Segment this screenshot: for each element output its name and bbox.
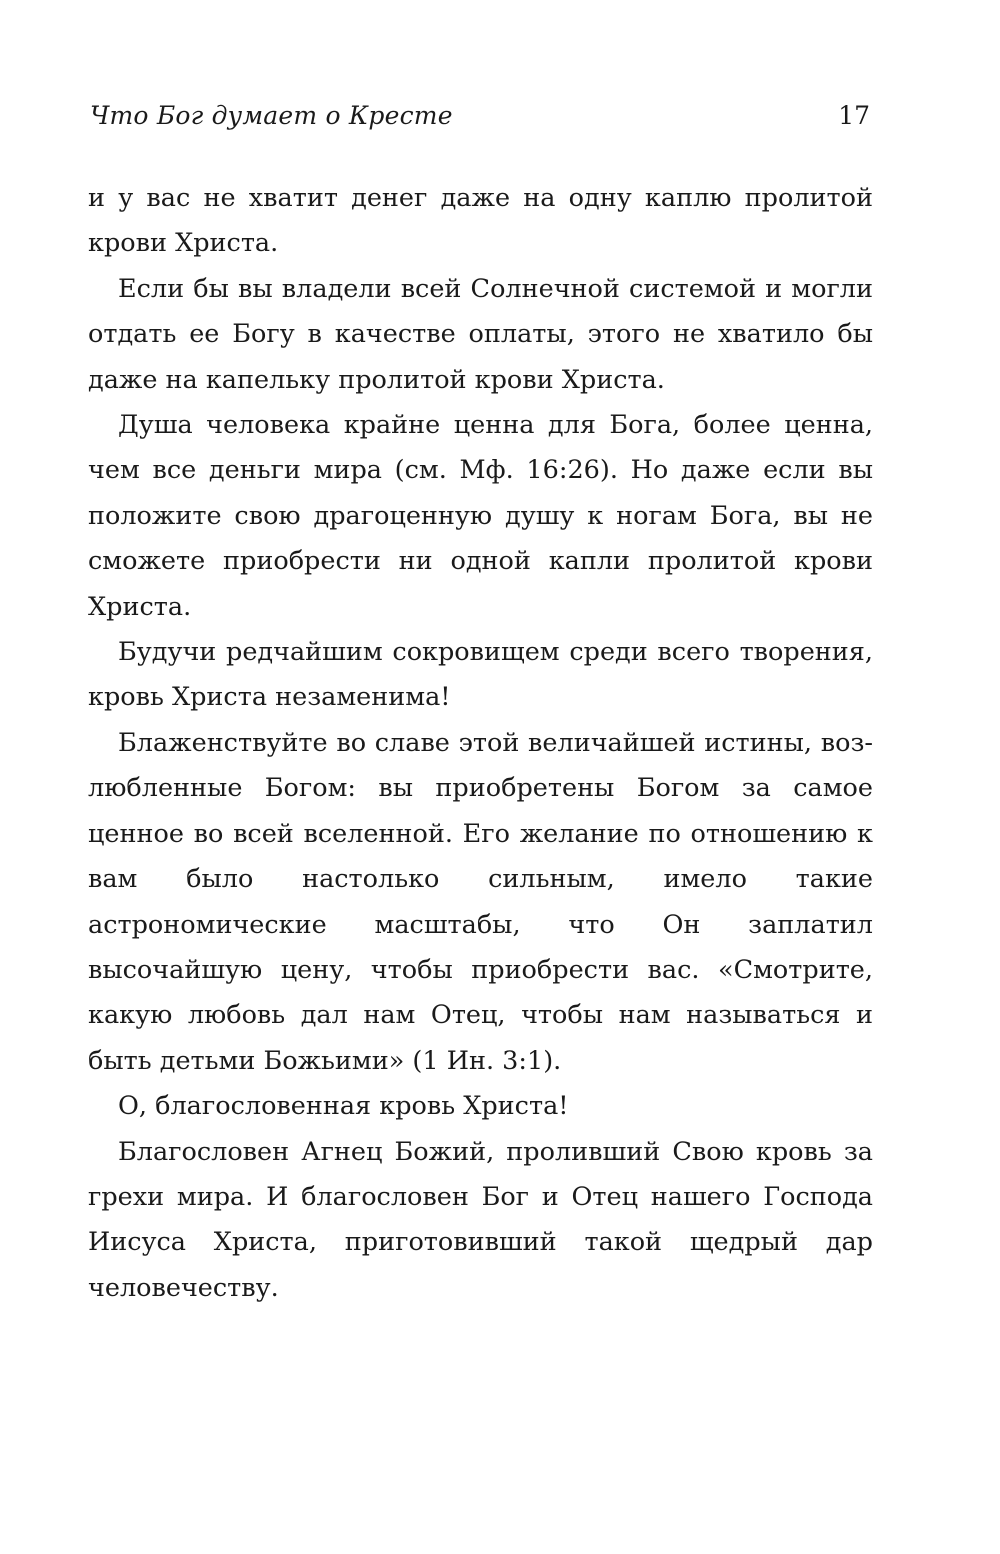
paragraph-continued: и у вас не хватит денег даже на одну каплю пролитой крови Христа. (88, 183, 873, 259)
paragraph: О, благословенная кровь Христа! (118, 1091, 569, 1122)
paragraph: Благословен Агнец Божий, проливший Свою кровь за грехи мира. И благословен Бог и Отец нашего Господа Иисуса Христа, приготовивший такой щедрый дар человечеству. (88, 1136, 873, 1303)
body-text (88, 176, 873, 1311)
paragraph: Будучи редчайшим сокровищем среди всего творения, кровь Христа незаменима! (88, 637, 873, 713)
paragraph: Блаженствуйте во славе этой величайшей истины, возлюбленные Богом: вы приобретены Богом за самое ценное во всей вселенной. Его желание по отношению к вам было настолько сильным, имело такие астрономические масштабы, что Он заплатил высочайшую цену, чтобы приобрести вас. «Смотрите, какую любовь дал нам Отец, чтобы нам называться и быть детьми Божьими» (1 Ин. 3:1). (88, 727, 873, 1076)
running-title: Что Бог думает о Кресте (90, 101, 453, 130)
paragraph: Если бы вы владели всей Солнечной системой и могли отдать ее Богу в качестве оплаты, этого не хватило бы даже на капельку пролитой крови Христа. (88, 273, 873, 395)
paragraph: Душа человека крайне ценна для Бога, более ценна, чем все деньги мира (см. Мф. 16:26). Но даже если вы положите свою драгоценную душу к ногам Бога, вы не сможете приобрести ни одной капли пролитой крови Христа. (88, 410, 873, 622)
page-number: 17 (838, 101, 870, 130)
running-head (90, 96, 870, 136)
